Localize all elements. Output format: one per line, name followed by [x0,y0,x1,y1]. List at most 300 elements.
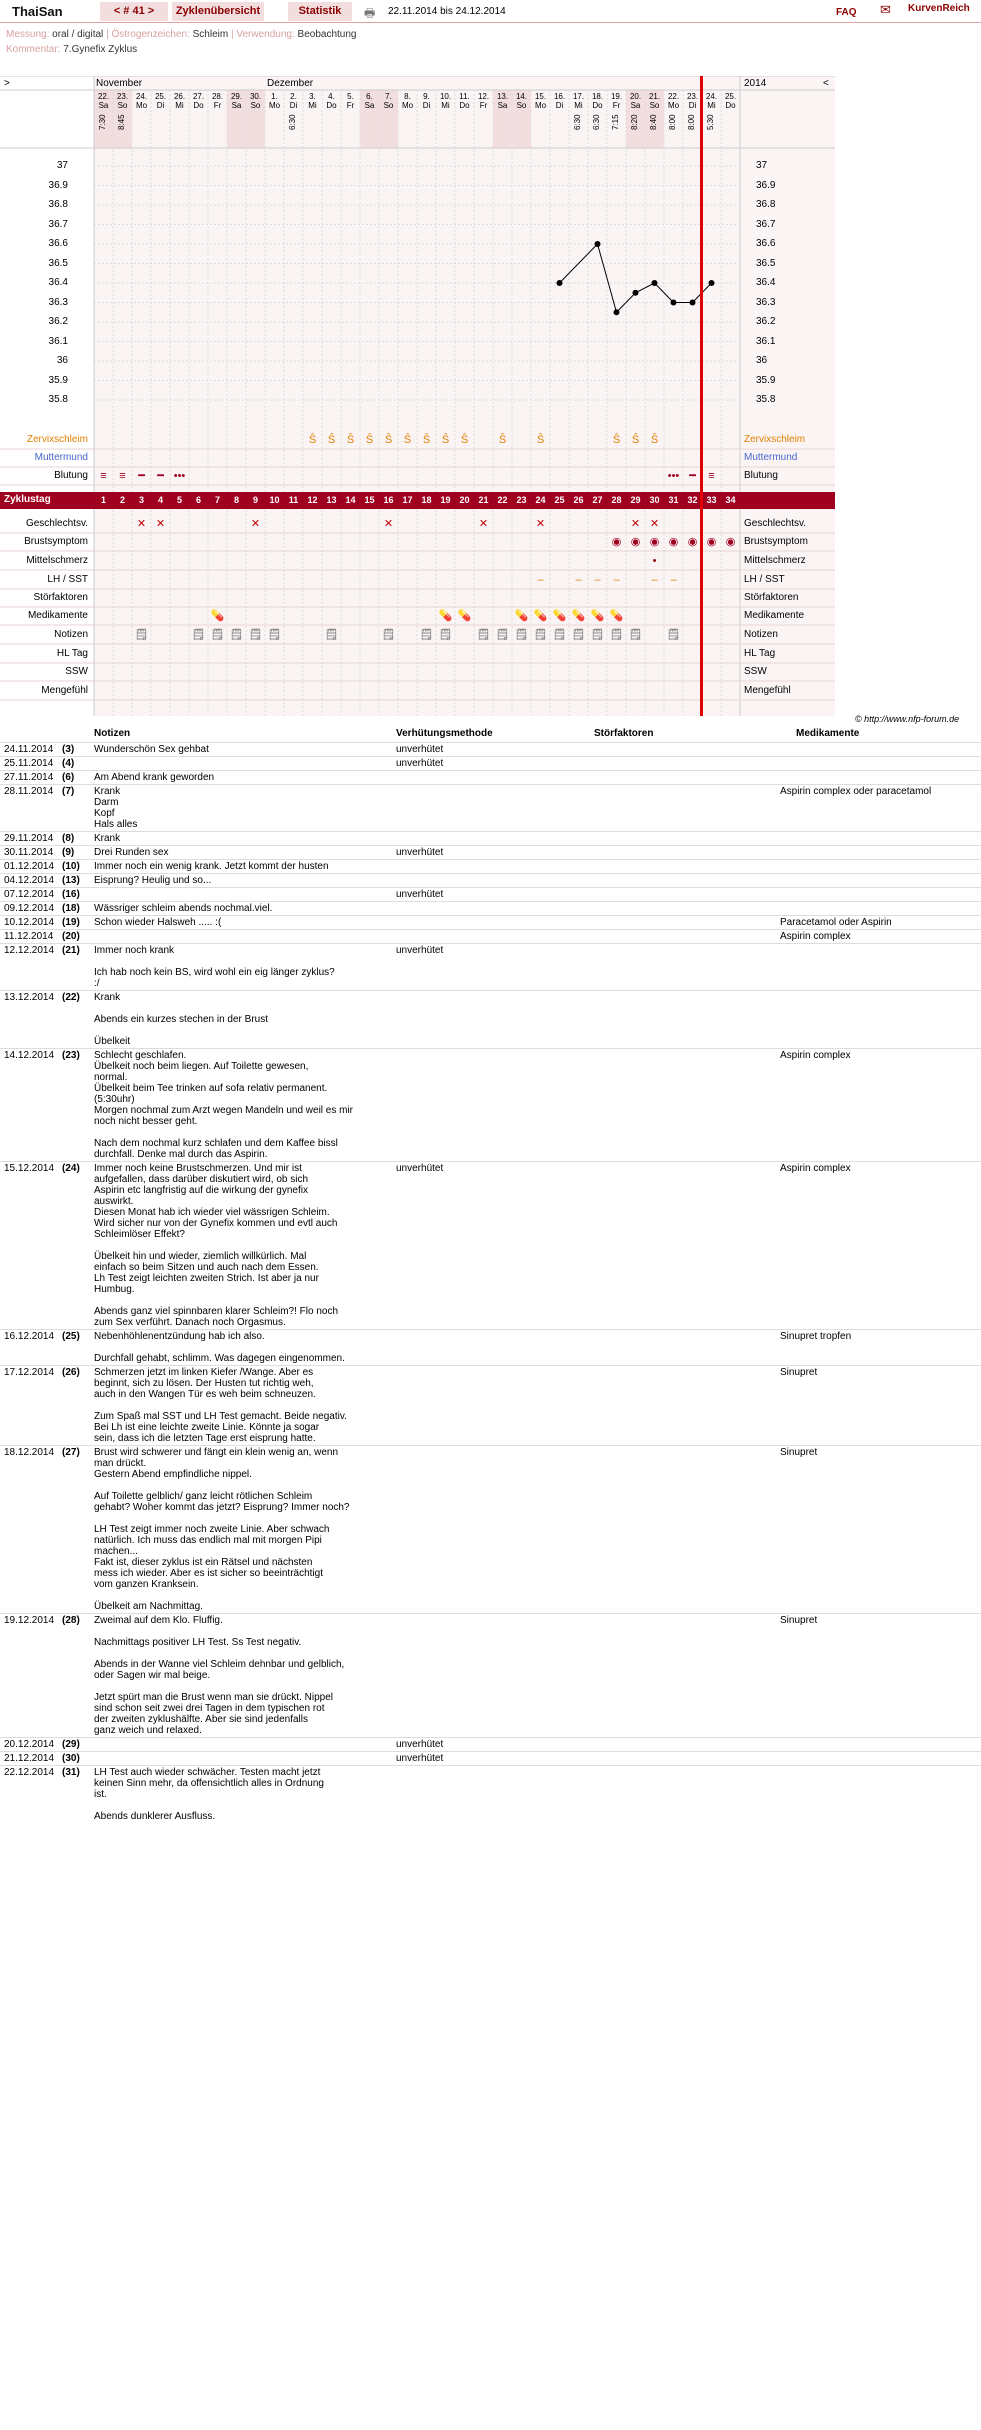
cervix-mucus-mark: Ŝ [384,434,393,446]
note-medication: Aspirin complex [780,1050,851,1061]
day-header: 22. Mo [667,92,680,110]
note-method: unverhütet [396,744,444,755]
y-tick-label-right: 36.2 [756,316,776,327]
day-header: 1. Mo [268,92,281,110]
note-row [0,1365,981,1445]
row-label-disturbance: Störfaktoren [33,592,88,603]
note-text: Schlecht geschlafen. Übelkeit noch beim liegen. Auf Toilette gewesen, normal. Übelkeit beim Tee trinken auf sofa relativ permanent. (5:30uhr) Morgen nochmal zum Arzt wegen Mandeln und weil es mir noch nicht besser geht. Nach dem nochmal kurz schlafen und dem Kaffee bissl durchfall. Denke mal durch das Aspirin. [94,1050,354,1160]
intercourse-icon: ✕ [478,518,489,530]
row-label-bleeding: Blutung [54,470,88,481]
note-row [0,887,981,901]
note-cycle-day: (30) [62,1753,80,1764]
cervix-mucus-mark: Ŝ [650,434,659,446]
cycle-day-number: 33 [706,495,717,505]
cycle-day-number: 22 [497,495,508,505]
medication-icon: 💊 [210,610,225,622]
day-header: 28. Fr [211,92,224,110]
row-label-right-cervix: Zervixschleim [744,434,806,445]
note-row [0,901,981,915]
y-tick-label: 36.7 [48,218,68,230]
note-date: 27.11.2014 [4,772,54,783]
note-icon: 🗒 [381,629,396,641]
y-tick-label: 36.3 [48,296,68,308]
printer-icon[interactable]: 🖶 [364,6,376,20]
y-tick-label-right: 36.5 [756,257,776,269]
cervix-mucus-mark: Ŝ [498,434,507,446]
cycle-day-number: 14 [345,495,356,505]
time-label: 8:40 [649,114,658,130]
day-header: 5. Fr [346,92,355,110]
row-label-midpain: Mittelschmerz [26,555,88,566]
lh-test-icon: – [613,574,620,586]
y-tick-label-right: 36.8 [756,199,776,210]
y-tick-label-right: 36.1 [756,335,776,347]
nav-right-arrow[interactable]: < [823,78,829,89]
y-tick-label: 36.8 [48,199,68,210]
nav-left-arrow[interactable]: > [4,78,10,89]
intercourse-icon: ✕ [383,518,394,530]
day-header: 27. Do [192,92,205,110]
breast-symptom-icon: ◉ [630,536,641,548]
note-cycle-day: (21) [62,945,80,956]
lh-test-icon: – [537,574,544,586]
note-date: 16.12.2014 [4,1331,55,1342]
y-tick-label: 35.9 [48,374,68,386]
note-text: Krank [94,833,121,844]
y-tick-label: 36.9 [48,179,68,191]
cycle-day-number: 13 [326,495,337,505]
breast-symptom-icon: ◉ [706,536,717,548]
cycle-overview-button[interactable]: Zyklenübersicht [172,2,264,21]
month-label: Dezember [267,78,314,89]
temperature-point [671,300,677,306]
time-label: 5:30 [706,114,715,130]
month-label: November [96,78,143,89]
lh-test-icon: – [594,574,601,586]
note-date: 04.12.2014 [4,875,55,886]
note-row [0,742,981,756]
cycle-day-number: 3 [138,495,144,505]
lh-test-icon: – [651,574,658,586]
cycle-day-number: 34 [725,495,736,505]
day-header: 25. Di [154,92,167,110]
copyright: © http://www.nfp-forum.de [855,714,960,724]
note-row [0,1161,981,1329]
medication-icon: 💊 [457,610,472,622]
note-medication: Sinupret [780,1615,818,1626]
y-tick-label-right: 36.7 [756,218,776,230]
day-header: 13. Sa [496,92,509,110]
row-label-right-notes: Notizen [744,629,778,640]
cycle-day-number: 4 [157,495,163,505]
note-text: Immer noch ein wenig krank. Jetzt kommt der husten [94,861,329,872]
cervix-mucus-mark: Ŝ [536,434,545,446]
cycle-day-number: 12 [307,495,318,505]
note-icon: 🗒 [419,629,434,641]
note-text: Schon wieder Halsweh ..... :( [94,917,222,928]
note-method: unverhütet [396,889,444,900]
medication-icon: 💊 [571,610,586,622]
cycle-day-number: 26 [573,495,584,505]
cycle-day-number: 1 [100,495,106,505]
note-row [0,943,981,990]
brand-link[interactable]: KurvenReich [908,3,970,14]
temperature-point [690,300,696,306]
disturbance-header: Störfaktoren [594,728,654,739]
cycle-day-number: 28 [611,495,622,505]
note-row [0,873,981,887]
note-icon: 🗒 [590,629,605,641]
bleeding-heavy-icon: ≡ [100,470,107,482]
cycle-day-number: 32 [687,495,698,505]
note-medication: Paracetamol oder Aspirin [780,917,892,928]
note-text: Eisprung? Heulig und so... [94,875,212,886]
app-logo[interactable]: ThaiSan [12,4,63,19]
note-icon: 🗒 [210,629,225,641]
note-date: 14.12.2014 [4,1050,55,1061]
intercourse-icon: ✕ [535,518,546,530]
day-header: 30. So [249,92,262,110]
note-cycle-day: (4) [62,758,75,769]
time-label: 8:45 [117,114,126,130]
note-cycle-day: (16) [62,889,80,900]
day-header: 22. Sa [97,92,110,110]
row-label-lh: LH / SST [47,574,88,585]
note-icon: 🗒 [229,629,244,641]
note-date: 12.12.2014 [4,945,55,956]
day-header: 20. Sa [629,92,642,110]
cervix-mucus-mark: Ŝ [365,434,374,446]
note-date: 01.12.2014 [4,861,55,872]
day-header: 18. Do [591,92,604,110]
day-header: 8. Mo [401,92,414,110]
cycle-day-number: 17 [402,495,413,505]
note-method: unverhütet [396,1753,444,1764]
note-medication: Sinupret [780,1367,818,1378]
temperature-point [709,280,715,286]
y-tick-label: 36 [56,355,68,366]
cervix-mucus-mark: Ŝ [631,434,640,446]
intercourse-icon: ✕ [630,518,641,530]
day-header: 4. Do [326,92,337,110]
y-tick-label-right: 36.3 [756,296,776,308]
day-header: 6. Sa [364,92,375,110]
note-text: Immer noch keine Brustschmerzen. Und mir ist aufgefallen, dass darüber diskutiert wird, ob sich Aspirin etc langfristig auf die wirkung der gynefix auswirkt. Diesen Monat hab ich wieder viel wässrigen Schleim. Wird sicher nur von der Gynefix kommen und evtl auch Schleimlöser Effekt? Übelkeit hin und wieder, ziemlich willkürlich. Mal einfach so beim Sitzen und auch nach dem Essen. Lh Test zeigt leichten zweiten Strich. Ist aber ja nur Humbug. Abends ganz viel spinnbaren klarer Schleim?! Flo noch zum Sex verführt. Danach noch Orgasmus. [94,1163,339,1328]
bleeding-mark: ━ [689,470,696,482]
note-date: 20.12.2014 [4,1739,55,1750]
cycle-day-number: 29 [630,495,641,505]
note-cycle-day: (22) [62,992,80,1003]
day-header: 12. Fr [477,92,490,110]
bleeding-mark: ━ [157,470,164,482]
note-date: 07.12.2014 [4,889,55,900]
note-row [0,1737,981,1751]
lh-test-icon: – [575,574,582,586]
note-cycle-day: (19) [62,917,80,928]
cervix-mucus-mark: Ŝ [441,434,450,446]
breast-symptom-icon: ◉ [649,536,660,548]
time-label: 6:30 [573,114,582,130]
bleeding-heavy-icon: ≡ [119,470,126,482]
row-label-feeling: Mengefühl [41,685,88,696]
note-date: 10.12.2014 [4,917,55,928]
note-text: Wässriger schleim abends nochmal.viel. [94,903,273,914]
note-row [0,831,981,845]
note-cycle-day: (26) [62,1367,80,1378]
day-header: 3. Mi [308,92,317,110]
row-label-right-cervix-os: Muttermund [744,452,798,463]
note-icon: 🗒 [495,629,510,641]
note-text: Immer noch krank Ich hab noch kein BS, wird wohl ein eig länger zyklus? :/ [94,945,335,989]
note-row [0,845,981,859]
row-label-hl-day: HL Tag [56,648,88,659]
note-icon: 🗒 [514,629,529,641]
note-row [0,915,981,929]
note-icon: 🗒 [533,629,548,641]
y-tick-label-right: 37 [756,160,768,171]
day-header: 17. Mi [572,92,585,110]
cycle-day-number: 25 [554,495,565,505]
cycle-day-number: 31 [668,495,679,505]
note-row [0,1765,981,1823]
note-text: Drei Runden sex [94,847,169,858]
note-date: 25.11.2014 [4,758,54,769]
note-icon: 🗒 [191,629,206,641]
medication-icon: 💊 [552,610,567,622]
meta-line-1: Messung: oral / digital | Östrogenzeichen: Schleim | Verwendung: Beobachtung [6,29,357,40]
note-cycle-day: (18) [62,903,80,914]
intercourse-icon: ✕ [136,518,147,530]
note-cycle-day: (10) [62,861,80,872]
cycle-day-number: 20 [459,495,470,505]
cycle-day-number: 8 [233,495,239,505]
row-label-ssw: SSW [65,666,88,677]
cycle-day-number: 5 [176,495,182,505]
y-tick-label-right: 36 [756,355,768,366]
day-header: 23. Di [686,92,699,110]
curve-icon: ✉ [880,2,891,17]
temperature-point [595,241,601,247]
cycle-day-number: 19 [440,495,451,505]
note-date: 15.12.2014 [4,1163,55,1174]
medication-icon: 💊 [533,610,548,622]
note-method: unverhütet [396,847,444,858]
medication-icon: 💊 [609,610,624,622]
note-text: Krank Abends ein kurzes stechen in der Brust Übelkeit [94,992,268,1047]
day-header: 29. Sa [230,92,243,110]
note-icon: 🗒 [438,629,453,641]
cycle-day-number: 23 [516,495,527,505]
note-medication: Aspirin complex [780,1163,851,1174]
day-header: 10. Mi [439,92,452,110]
cycle-day-number: 2 [119,495,125,505]
row-label-right-intercourse: Geschlechtsv. [744,518,807,529]
row-label-notes: Notizen [54,629,88,640]
note-cycle-day: (8) [62,833,75,844]
note-cycle-day: (25) [62,1331,80,1342]
y-tick-label-right: 36.4 [756,277,776,288]
cycle-day-number: 21 [478,495,489,505]
day-header: 16. Di [553,92,566,110]
cycle-chart [0,76,835,716]
y-tick-label: 35.8 [48,394,68,405]
row-label-cervix: Zervixschleim [26,434,88,445]
note-row [0,990,981,1048]
row-label-right-hl-day: HL Tag [744,648,776,659]
cycle-day-number: 16 [383,495,394,505]
cervix-mucus-mark: Ŝ [346,434,355,446]
row-label-right-feeling: Mengefühl [744,685,791,696]
note-method: unverhütet [396,1739,444,1750]
cycle-day-number: 10 [269,495,280,505]
note-text: Brust wird schwerer und fängt ein klein wenig an, wenn man drückt. Gestern Abend empfindliche nippel. Auf Toilette gelblich/ ganz leicht rötlichen Schleim gehabt? Woher kommt das jetzt? Eisprung? Immer noch? LH Test zeigt immer noch zweite Linie. Aber schwach natürlich. Ich muss das endlich mal mit morgen Pipi machen... Fakt ist, dieser zyklus ist ein Rätsel und nächsten mess ich wieder. Aber es ist sicher so beeinträchtigt vom ganzen Kranksein. Übelkeit am Nachmittag. [94,1447,350,1612]
note-date: 11.12.2014 [4,931,54,942]
year-label: 2014 [744,78,767,89]
day-header: 26. Mi [173,92,186,110]
note-text: Krank Darm Kopf Hals alles [94,786,138,830]
day-header: 7. So [383,92,394,110]
note-row [0,1048,981,1161]
y-tick-label: 36.5 [48,257,68,269]
cervix-mucus-mark: Ŝ [327,434,336,446]
note-row [0,770,981,784]
temperature-point [633,290,639,296]
note-text: Wunderschön Sex gehbat [94,744,209,755]
note-medication: Sinupret tropfen [780,1331,852,1342]
note-text: Schmerzen jetzt im linken Kiefer /Wange. Aber es beginnt, sich zu lösen. Der Husten tut richtig weh, auch in den Wangen Tür es weh beim schneuzen. Zum Spaß mal SST und LH Test gemacht. Beide negativ. Bei Lh ist eine leichte zweite Linie. Könnte ja sogar sein, dass ich die letzten Tage erst eisprung hatte. [94,1367,347,1444]
row-label-right-lh: LH / SST [744,574,785,585]
medication-icon: 💊 [438,610,453,622]
note-text: Zweimal auf dem Klo. Fluffig. Nachmittags positiver LH Test. Ss Test negativ. Abends in der Wanne viel Schleim dehnbar und gelblich, oder Sagen wir mal beige. Jetzt spürt man die Brust wenn man sie drückt. Nippel sind schon seit zwei drei Tagen in dem typischen rot der zweiten zyklushälfte. Aber sie sind jedenfalls ganz weich und relaxed. [94,1615,345,1736]
temperature-point [652,280,658,286]
note-cycle-day: (9) [62,847,75,858]
medication-icon: 💊 [590,610,605,622]
note-method: unverhütet [396,1163,444,1174]
time-label: 8:00 [668,114,677,130]
intercourse-icon: ✕ [250,518,261,530]
note-text: Am Abend krank geworden [94,772,215,783]
bleeding-heavy-icon: ≡ [708,470,715,482]
breast-symptom-icon: ◉ [687,536,698,548]
cervix-mucus-mark: Ŝ [403,434,412,446]
note-icon: 🗒 [609,629,624,641]
note-cycle-day: (20) [62,931,80,942]
y-tick-label-right: 36.9 [756,179,776,191]
note-icon: 🗒 [476,629,491,641]
note-row [0,1613,981,1737]
y-tick-label: 36.4 [48,277,68,288]
time-label: 8:00 [687,114,696,130]
statistics-button[interactable]: Statistik [288,2,352,21]
row-label-right-breast: Brustsymptom [744,536,808,547]
note-cycle-day: (23) [62,1050,80,1061]
cervix-mucus-mark: Ŝ [612,434,621,446]
note-cycle-day: (29) [62,1739,80,1750]
note-method: unverhütet [396,945,444,956]
note-date: 24.11.2014 [4,744,54,755]
medication-icon: 💊 [514,610,529,622]
day-header: 9. Di [422,92,431,110]
row-label-right-ssw: SSW [744,666,767,677]
row-label-right-bleeding: Blutung [744,470,778,481]
day-header: 25. Do [724,92,737,110]
note-date: 30.11.2014 [4,847,54,858]
cycle-day-number: 24 [535,495,546,505]
breast-symptom-icon: ◉ [668,536,679,548]
day-header: 15. Mo [534,92,547,110]
row-label-cervix-os: Muttermund [34,452,88,463]
chart-svg [0,76,835,716]
note-icon: 🗒 [552,629,567,641]
y-tick-label-right: 35.8 [756,394,776,405]
faq-link[interactable]: FAQ [836,7,857,18]
note-icon: 🗒 [248,629,263,641]
cervix-mucus-mark: Ŝ [422,434,431,446]
day-header: 19. Fr [610,92,623,110]
day-header: 2. Di [289,92,298,110]
intercourse-icon: ✕ [155,518,166,530]
note-row [0,929,981,943]
time-label: 6:30 [288,114,297,130]
cycle-day-number: 11 [288,495,299,505]
note-icon: 🗒 [571,629,586,641]
note-icon: 🗒 [666,629,681,641]
y-tick-label: 36.6 [48,238,68,249]
cycle-day-number: 27 [592,495,603,505]
cervix-mucus-mark: Ŝ [308,434,317,446]
y-tick-label: 36.2 [48,316,68,327]
note-medication: Aspirin complex oder paracetamol [780,786,932,797]
row-label-right-medication: Medikamente [744,610,805,621]
note-medication: Aspirin complex [780,931,851,942]
note-date: 28.11.2014 [4,786,54,797]
cycle-navigation[interactable]: < # 41 > [100,2,168,21]
breast-symptom-icon: ◉ [725,536,736,548]
note-cycle-day: (28) [62,1615,80,1626]
time-label: 8:20 [630,114,639,130]
cycle-day-number: 6 [195,495,201,505]
note-text: LH Test auch wieder schwächer. Testen macht jetzt keinen Sinn mehr, da offensichtlich alles in Ordnung ist. Abends dunklerer Ausfluss. [94,1767,324,1822]
note-row [0,756,981,770]
row-label-breast: Brustsymptom [24,536,88,547]
intercourse-icon: ✕ [649,518,660,530]
time-label: 6:30 [592,114,601,130]
note-date: 17.12.2014 [4,1367,55,1378]
note-row [0,1751,981,1765]
note-cycle-day: (31) [62,1767,80,1778]
temperature-point [614,309,620,315]
y-tick-label: 36.1 [48,335,68,347]
day-header: 21. So [648,92,661,110]
note-date: 21.12.2014 [4,1753,55,1764]
row-label-intercourse: Geschlechtsv. [25,518,88,529]
row-label-right-midpain: Mittelschmerz [744,555,806,566]
note-row [0,1445,981,1613]
note-cycle-day: (7) [62,786,75,797]
note-date: 19.12.2014 [4,1615,55,1626]
midpain-icon: • [652,555,657,567]
cervix-mucus-mark: Ŝ [460,434,469,446]
day-header: 14. So [515,92,528,110]
note-row [0,784,981,831]
note-cycle-day: (13) [62,875,80,886]
day-header: 24. Mi [705,92,718,110]
spotting-icon: ••• [173,470,186,482]
note-medication: Sinupret [780,1447,818,1458]
day-header: 11. Do [459,92,470,110]
note-date: 22.12.2014 [4,1767,55,1778]
note-cycle-day: (3) [62,744,75,755]
